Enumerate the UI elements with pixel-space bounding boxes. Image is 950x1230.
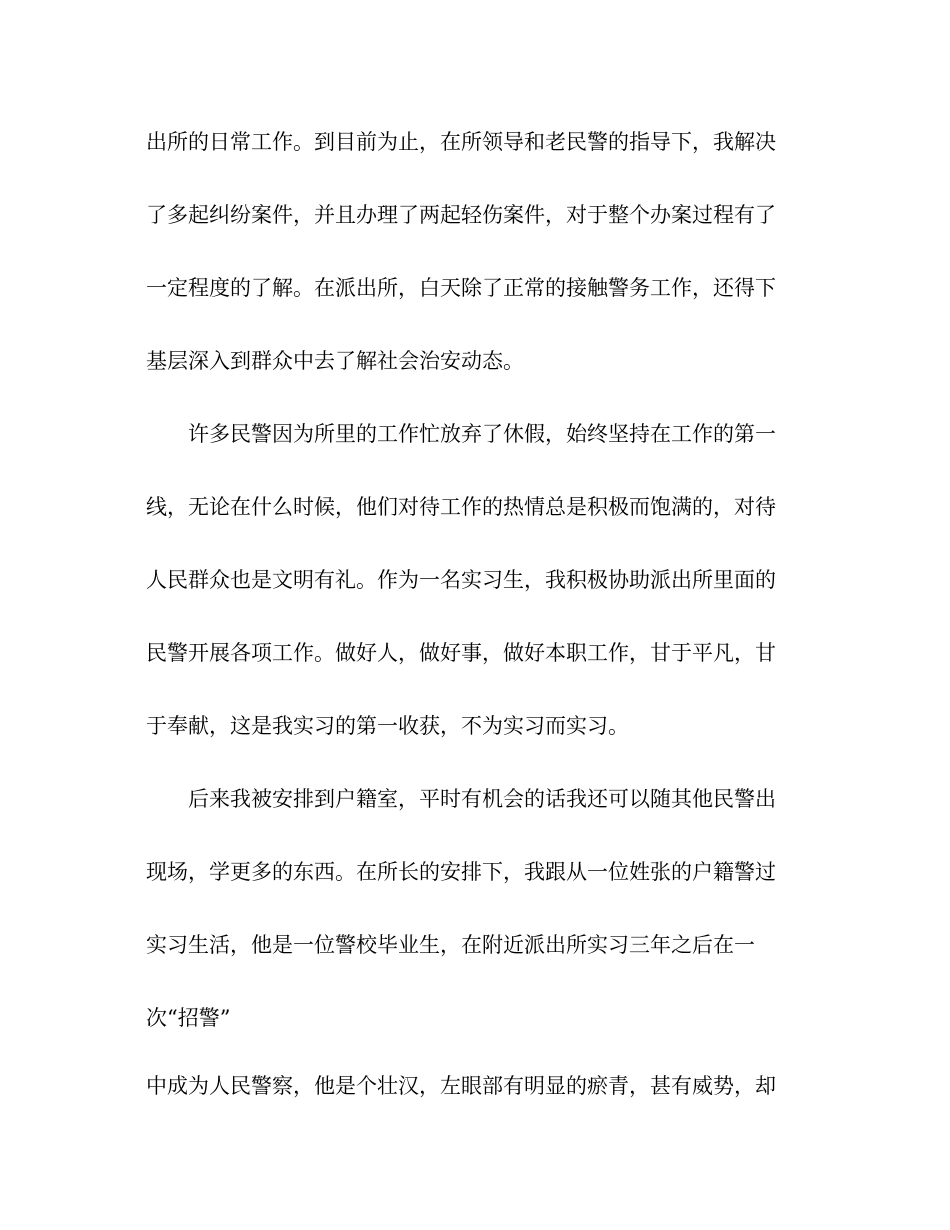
paragraph-first-line: 许多民警因为所里的工作忙放弃了休假，始终坚持在工作的第一 (188, 422, 776, 446)
text-line: 于奉献，这是我实习的第一收获，不为实习而实习。 (146, 714, 629, 738)
text-line: 实习生活，他是一位警校毕业生，在附近派出所实习三年之后在一 (146, 933, 755, 957)
text-line: 人民群众也是文明有礼。作为一名实习生，我积极协助派出所里面的 (146, 568, 776, 592)
text-line: 现场，学更多的东西。在所长的安排下，我跟从一位姓张的户籍警过 (146, 860, 776, 884)
text-line: 次“招警” (146, 1006, 231, 1030)
text-line: 民警开展各项工作。做好人，做好事，做好本职工作，甘于平凡，甘 (146, 641, 776, 665)
text-line: 线，无论在什么时候，他们对待工作的热情总是积极而饱满的，对待 (146, 495, 776, 519)
paragraph-first-line: 后来我被安排到户籍室，平时有机会的话我还可以随其他民警出 (188, 787, 776, 811)
text-line: 中成为人民警察，他是个壮汉，左眼部有明显的瘀青，甚有威势，却 (146, 1074, 776, 1098)
text-line: 了多起纠纷案件，并且办理了两起轻伤案件，对于整个办案过程有了 (146, 203, 776, 227)
text-line: 一定程度的了解。在派出所，白天除了正常的接触警务工作，还得下 (146, 276, 776, 300)
text-line: 基层深入到群众中去了解社会治安动态。 (146, 349, 524, 373)
text-line: 出所的日常工作。到目前为止，在所领导和老民警的指导下，我解决 (146, 130, 776, 154)
